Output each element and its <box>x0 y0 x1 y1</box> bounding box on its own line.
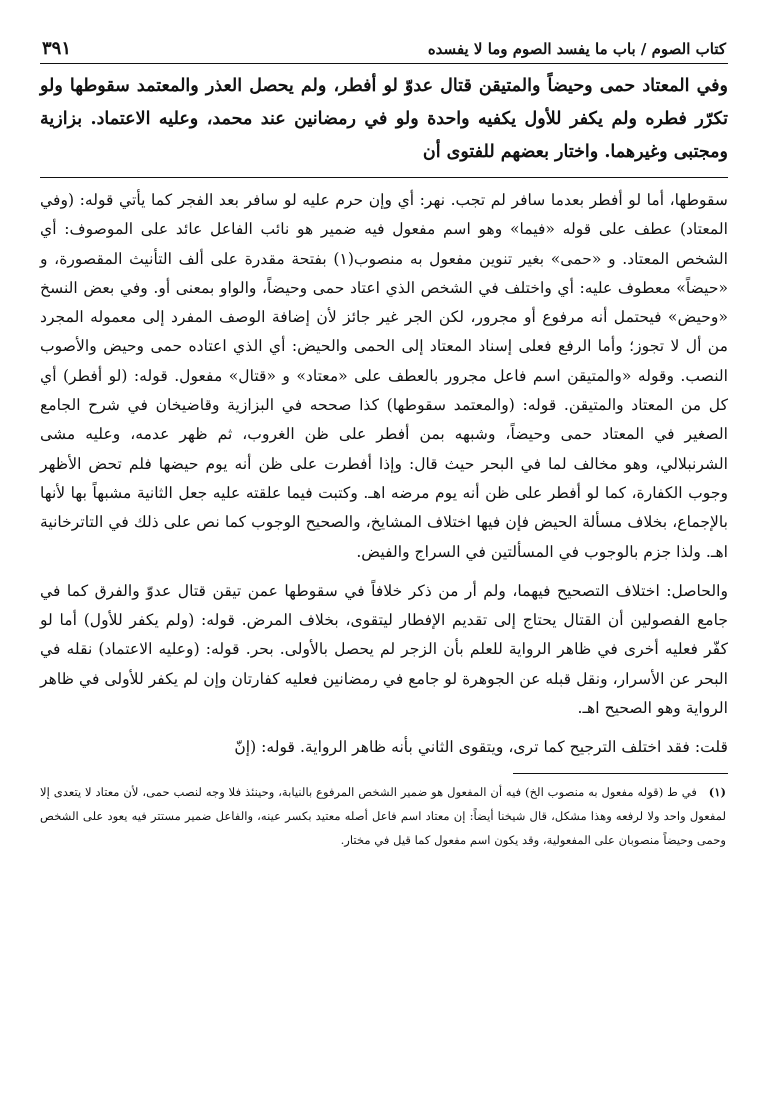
page-number: ٣٩١ <box>42 38 72 59</box>
book-page <box>40 38 728 852</box>
running-header <box>40 38 728 64</box>
commentary <box>40 186 728 763</box>
commentary-paragraph-3: قلت: فقد اختلف الترجيح كما ترى، ويتقوى الثاني بأنه ظاهر الرواية. قوله: (إنّ <box>234 738 728 757</box>
main-text: وفي المعتاد حمى وحيضاً والمتيقن قتال عدوّ لو أفطر، ولم يحصل العذر والمعتمد سقوطها ولو تكرّر فطره ولم يكفر للأول يكفيه واحدة ولو في رمضانين عند محمد، وعليه الاعتماد. بزازية ومجتبى وغيرهما. واختار بعضهم للفتوى أن <box>40 76 728 162</box>
footnote-divider <box>513 773 728 774</box>
footnote <box>40 780 728 852</box>
header-title: كتاب الصوم / باب ما يفسد الصوم وما لا يفسده <box>427 40 726 58</box>
commentary-paragraph-1: سقوطها، أما لو أفطر بعدما سافر لم تجب. نهر: أي وإن حرم عليه لو سافر بعد الفجر كما يأتي قوله: (وفي المعتاد) عطف على قوله «فيما» وهو اسم مفعول فيه ضمير هو نائب الفاعل عائد على الموصوف: أي الشخص المعتاد. و «حمى» بغير تنوين مفعول به منصوب(١) بفتحة مقدرة على ألف التأنيث المقصورة، و «حيضاً» معطوف عليه: أي واختلف في الشخص الذي اعتاد حمى وحيضاً، والواو بمعنى أو. وفي بعض النسخ «وحيض» فيحتمل أنه مرفوع أو مجرور، لكن الجر غير جائز لأن إضافة الوصف المفرد إلى معموله المجرد من أل لا تجوز؛ وأما الرفع فعلى إسناد المعتاد إلى الحمى والحيض: أي الذي اعتاده حمى وحيض والأصوب النصب. وقوله «والمتيقن اسم فاعل مجرور بالعطف على «معتاد» و «قتال» مفعول. قوله: (لو أفطر) أي كل من المعتاد والمتيقن. قوله: (والمعتمد سقوطها) كذا صححه في البزازية وقاضيخان في شرح الجامع الصغير في المعتاد حمى وحيضاً، وشبهه بمن أفطر على ظن الغروب، ثم ظهر عدمه، وعليه مشى الشرنبلالي، وهو مخالف لما في البحر حيث قال: وإذا أفطرت على ظن أنه يوم حيضها فلم تحض الأظهر وجوب الكفارة، كما لو أفطر على ظن أنه يوم مرضه اهـ. وكتبت فيما علقته عليه جعل الثانية مشبهاً بها لأنها بالإجماع، بخلاف مسألة الحيض فإن فيها اختلاف المشايخ، والصحيح الوجوب كما نص على ذلك في التاترخانية اهـ. ولذا جزم بالوجوب في المسألتين في السراج والفيض. <box>40 191 729 561</box>
footnote-number: (١) <box>708 784 727 799</box>
footnote-text: في ط (قوله مفعول به منصوب الخ) فيه أن المفعول هو ضمير الشخص المرفوع بالنيابة، وحينئذ فلا وجه لنصب حمى، لأن معتاد لا يتعدى إلا لمفعول واحد ولا لرفعه وهذا مشكل، قال شيخنا أيضاً: إن معتاد اسم فاعل أصله معتيد بكسر عينه، والفاعل ضمير مستتر فيه يعود على الشخص وحمى وحيضاً منصوبان على المفعولية، وقد يكون اسم مفعول كما قيل في مختار. <box>40 784 726 847</box>
commentary-paragraph-2: والحاصل: اختلاف التصحيح فيهما، ولم أر من ذكر خلافاً في سقوطها عمن تيقن قتال عدوّ والفرق كما في جامع الفصولين أن القتال يحتاج إلى تقديم الإفطار ليتقوى، بخلاف المرض. قوله: (ولم يكفر للأول) أما لو كفّر فعليه أخرى في ظاهر الرواية للعلم بأن الزجر لم يحصل بالأولى. بحر. قوله: (وعليه الاعتماد) نقله في البحر عن الأسرار، ونقل قبله عن الجوهرة لو جامع في رمضانين فعليه كفارتان وإن لم يكفر للأولى في ظاهر الرواية وهو الصحيح اهـ. <box>40 581 728 718</box>
divider <box>40 177 728 178</box>
